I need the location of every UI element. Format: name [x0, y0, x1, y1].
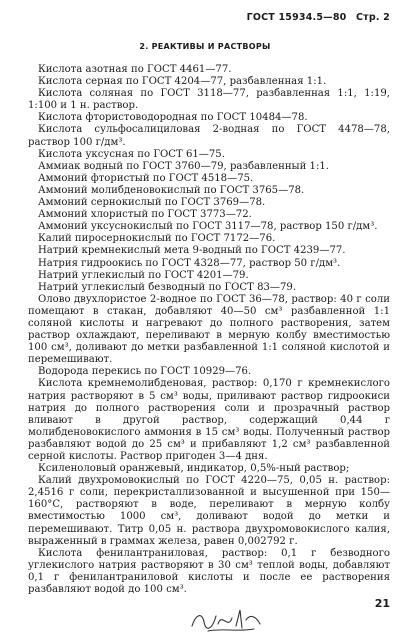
page-header	[241, 12, 390, 23]
paragraph: Олово двухлористое 2-водное по ГОСТ 36—78, раствор: 40 г соли помещают в стакан, добавляют 40—50 см³ разбавленной 1:1 соляной кислоты и нагревают до полного растворения, затем раствор охлаждают, переливают в мерную колбу вместимостью 100 см³, доливают до метки разбавленной 1:1 соляной кислотой и перемешивают.	[28, 293, 390, 366]
paragraph: Калий пиросернокислый по ГОСТ 7172—76.	[38, 233, 276, 245]
paragraph: Кислота уксусная по ГОСТ 61—75.	[38, 148, 225, 160]
section-title: 2. РЕАКТИВЫ И РАСТВОРЫ	[139, 42, 271, 51]
paragraph: Аммоний уксуснокислый по ГОСТ 3117—78, раствор 150 г/дм³.	[38, 221, 378, 233]
paragraph: Кислота кремнемолибденовая, раствор: 0,170 г кремнекислого натрия растворяют в 5 см³ воды, приливают раствор гидроокиси натрия до полного растворения соли и прозрачный раствор вливают в другой раствор, содержащий 0,44 г молибденовокислого аммония в 15 см³ воды. Полученный раствор разбавляют водой до 25 см³ и прибавляют 1,2 см³ разбавленной серной кислоты. Раствор пригоден 3—4 дня.	[28, 378, 390, 462]
paragraph: Кислота фенилантраниловая, раствор: 0,1 г безводного углекислого натрия растворяют в 30 см³ теплой воды, добавляют 0,1 г фенилантраниловой кислоты и после ее растворения разбавляют водой до 100 см³.	[28, 547, 390, 596]
document-body	[28, 64, 390, 596]
paragraph: Аммоний фтористый по ГОСТ 4518—75.	[38, 172, 254, 184]
paragraph: Калий двухромовокислый по ГОСТ 4220—75, 0,05 н. раствор: 2,4516 г соли, перекристаллизованной и высушенной при 150—160°С, растворяют в воде, переливают в мерную колбу вместимостью 1000 см³, доливают водой до метки и перемешивают. Титр 0,05 н. раствора двухромовокислого калия, выраженный в граммах железа, равен 0,002792 г.	[28, 475, 390, 547]
paragraph: Кислота серная по ГОСТ 4204—77, разбавленная 1:1.	[38, 76, 327, 88]
paragraph: Аммоний сернокислый по ГОСТ 3769—78.	[38, 197, 266, 209]
paragraph: Аммоний молибденовокислый по ГОСТ 3765—78.	[38, 184, 305, 196]
paragraph: Натрия гидроокись по ГОСТ 4328—77, раствор 50 г/дм³.	[38, 257, 341, 269]
paragraph: Натрий углекислый по ГОСТ 4201—79.	[38, 269, 249, 281]
paragraph: Кислота сульфосалициловая 2-водная по ГОСТ 4478—78, раствор 100 г/дм³.	[28, 124, 390, 148]
handwritten-mark-icon	[188, 604, 266, 634]
standard-code: ГОСТ 15934.5—80	[246, 12, 347, 23]
paragraph: Натрий кремнекислый мета 9-водный по ГОСТ 4239—77.	[38, 245, 346, 257]
page-label: Стр. 2	[355, 12, 390, 23]
page-number: 21	[374, 597, 390, 610]
paragraph: Кислота фтористоводородная по ГОСТ 10484—78.	[38, 112, 308, 124]
paragraph: Натрий углекислый безводный по ГОСТ 83—79.	[38, 281, 297, 293]
paragraph: Кислота соляная по ГОСТ 3118—77, разбавленная 1:1, 1:19, 1:100 и 1 н. раствор.	[28, 88, 390, 112]
paragraph: Водорода перекись по ГОСТ 10929—76.	[38, 366, 252, 378]
paragraph: Кислота азотная по ГОСТ 4461—77.	[38, 64, 232, 75]
paragraph: Аммоний хлористый по ГОСТ 3773—72.	[38, 209, 252, 221]
paragraph: Аммиак водный по ГОСТ 3760—79, разбавленный 1:1.	[38, 160, 329, 172]
paragraph: Ксиленоловый оранжевый, индикатор, 0,5%-ный раствор;	[38, 463, 350, 475]
